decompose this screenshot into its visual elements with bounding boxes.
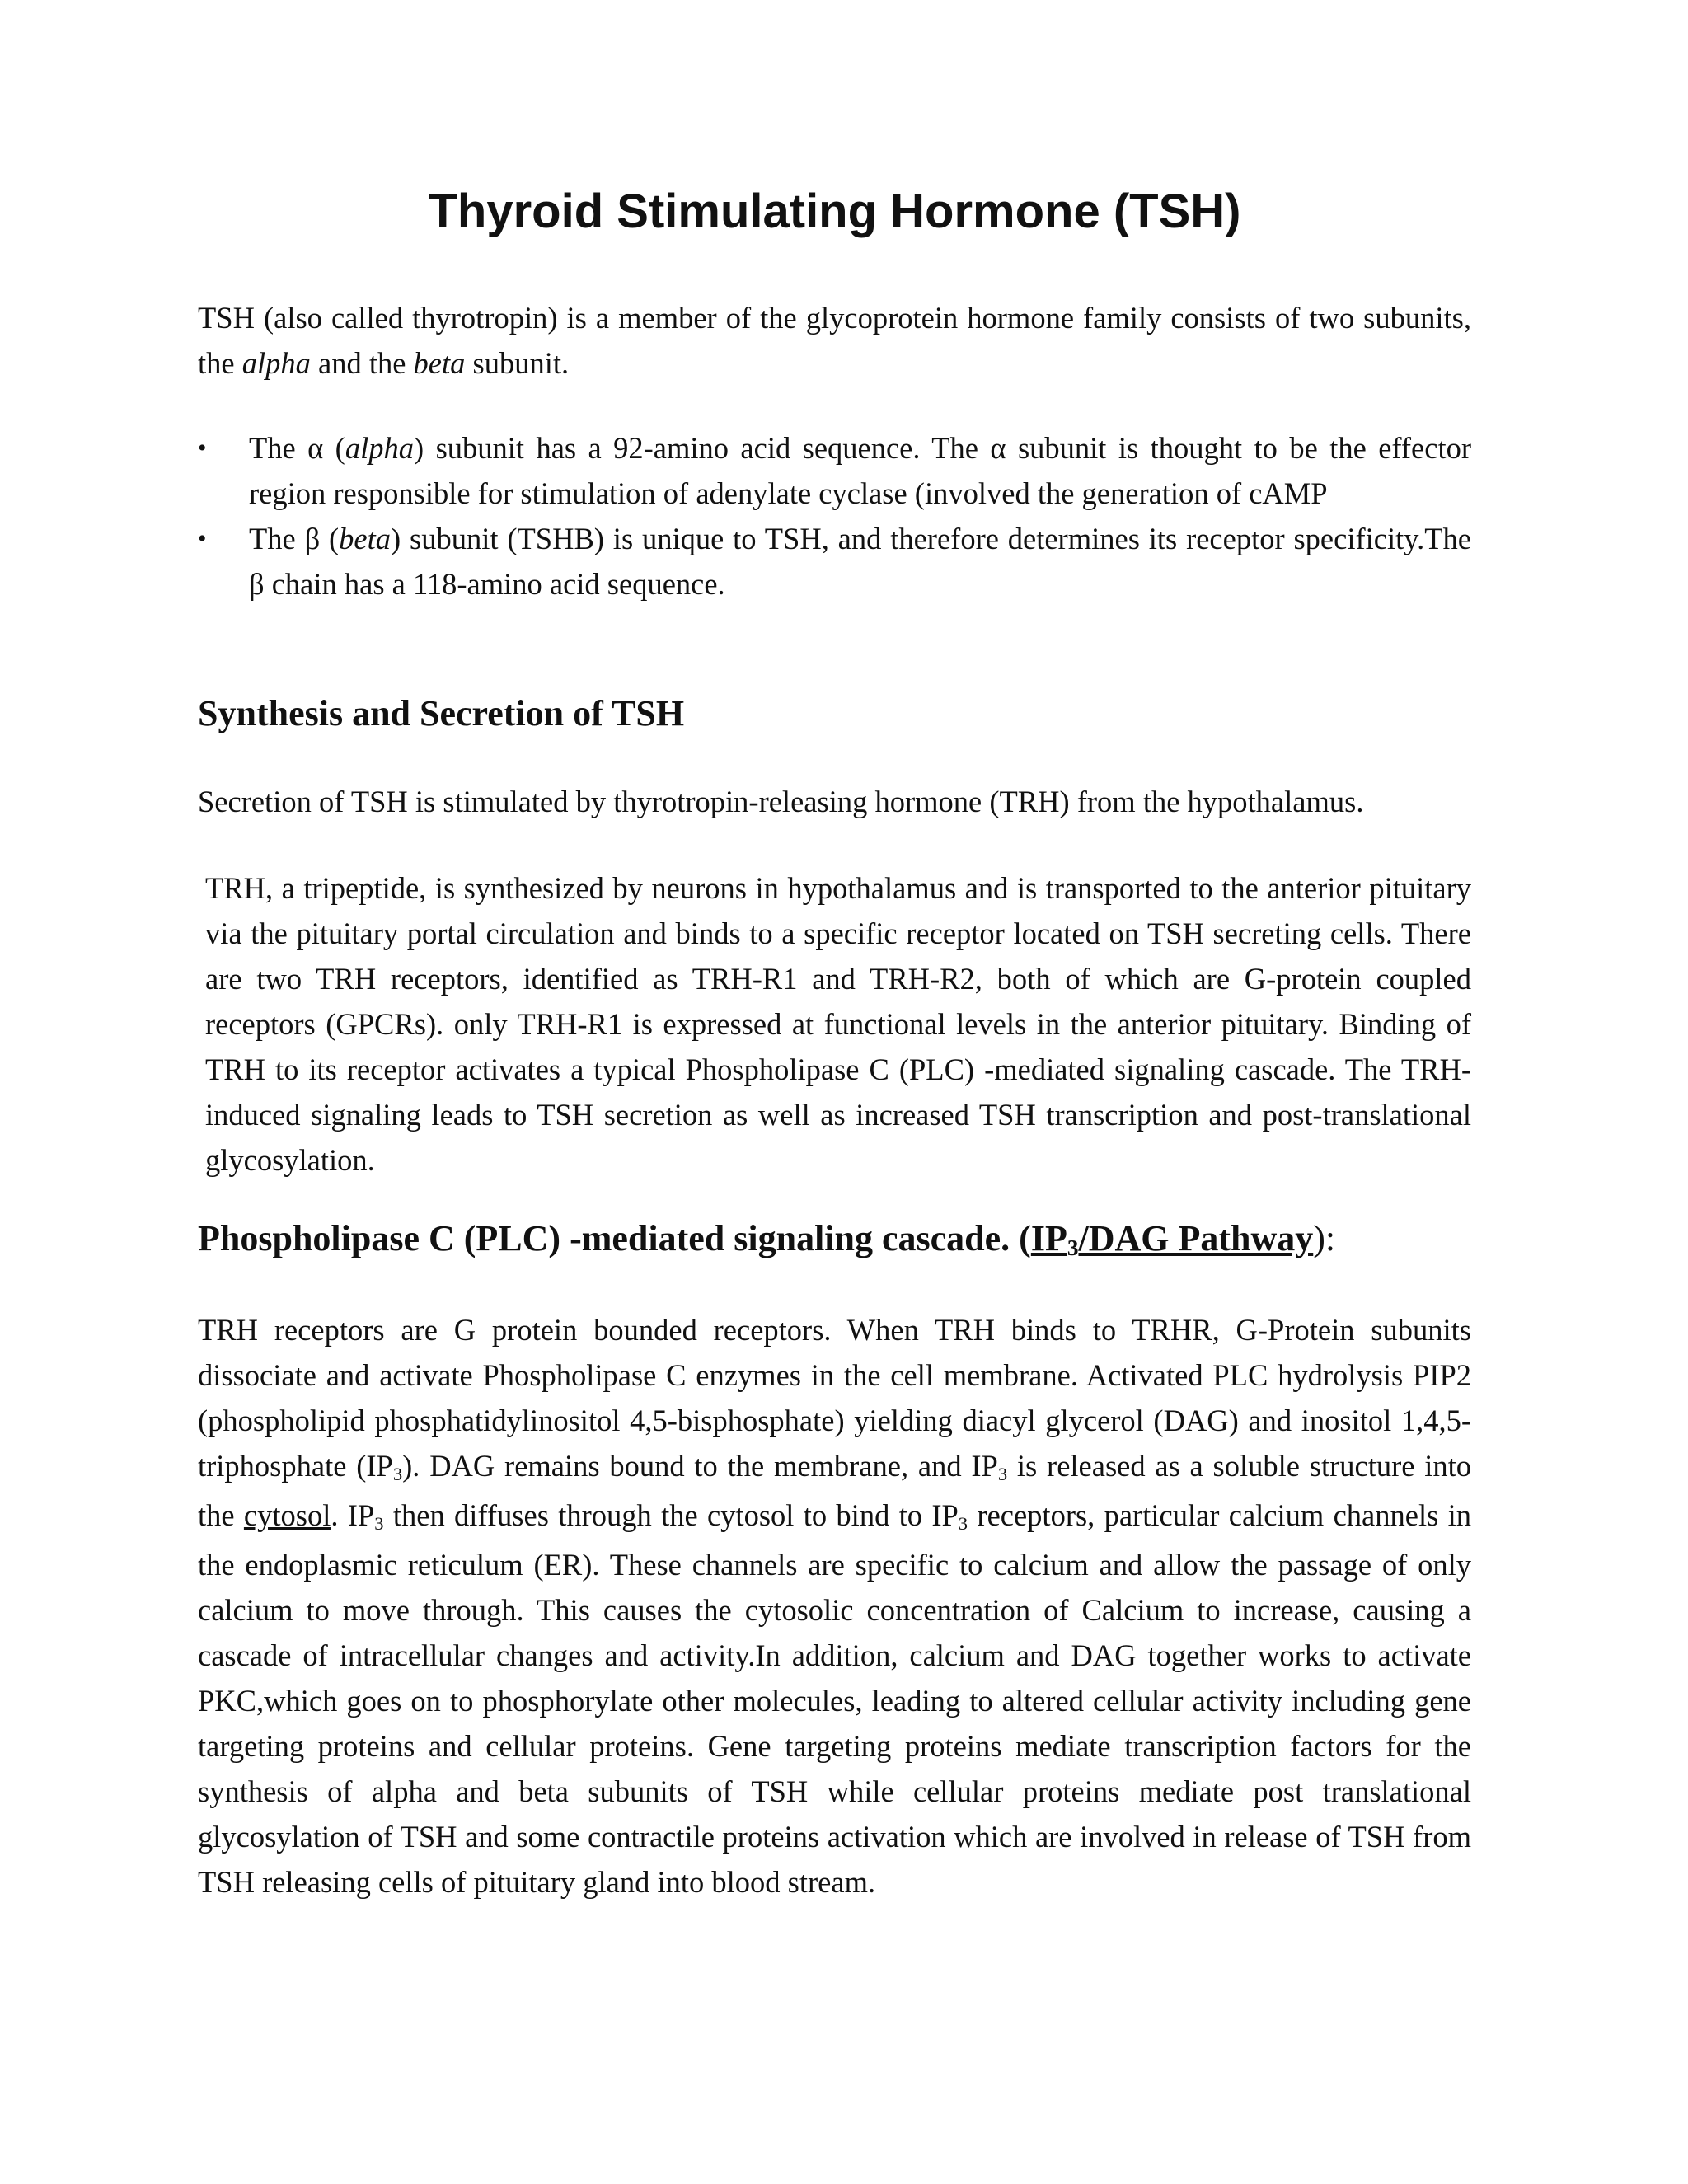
intro-beta-term: beta <box>413 346 466 380</box>
ip-subscript: 3 <box>1067 1235 1079 1260</box>
page-title: Thyroid Stimulating Hormone (TSH) <box>428 185 1241 238</box>
synthesis-paragraph-2: TRH, a tripeptide, is synthesized by neurons in hypothalamus and is transported to the anterior pituitary via the pituitary portal circulation and binds to a specific receptor located on TSH secreting cells. There are two TRH receptors, identified as TRH-R1 and TRH-R2, both of which are G-protein coupled receptors (GPCRs). only TRH-R1 is expressed at functional levels in the anterior pituitary. Binding of TRH to its receptor activates a typical Phospholipase C (PLC) -mediated signaling cascade. The TRH-induced signaling leads to TSH secretion as well as increased TSH transcription and post-translational glycosylation. <box>205 871 1471 1177</box>
bullet-beta-text-1: The β ( <box>249 522 340 555</box>
plc-text-1: TRH receptors are G protein bounded receptors. When TRH binds to TRHR, G-Protein subunits dissociate and activate Phospholipase C enzymes in the cell membrane. Activated PLC hydrolysis PIP2 (phospholipid phosphatidylinositol 4,5-bisphosphate) yielding diacyl glycerol (DAG) and inositol 1,4,5-triphosphate (IP <box>198 1313 1471 1483</box>
document-page <box>198 0 1471 2184</box>
plc-heading-tail: ): <box>1313 1218 1336 1258</box>
subunit-bullet-list <box>198 425 1471 607</box>
ip-text: IP <box>1030 1218 1067 1258</box>
plc-text-3: is released as a soluble structure into the <box>198 1449 1472 1532</box>
bullet-alpha-term: alpha <box>345 431 414 465</box>
bullet-alpha-text-1: The α ( <box>249 431 345 465</box>
plc-text-4: . IP <box>331 1498 375 1532</box>
dag-pathway-text: /DAG Pathway <box>1078 1218 1314 1258</box>
plc-text-6: receptors, particular calcium channels in the endoplasmic reticulum (ER). These channels are specific to calcium and allow the passage of only calcium to move through. This causes the cytosolic concentration of Calcium to increase, causing a cascade of intracellular changes and activity.In addition, calcium and DAG together works to activate PKC,which goes on to phosphorylate other molecules, leading to altered cellular activity including gene targeting proteins and cellular proteins. Gene targeting proteins mediate transcription factors for the synthesis of alpha and beta subunits of TSH while cellular proteins mediate post translational glycosylation of TSH and some contractile proteins activation which are involved in release of TSH from TSH releasing cells of pituitary gland into blood stream. <box>198 1498 1471 1899</box>
ip3-subscript: 3 <box>958 1512 968 1534</box>
bullet-marker: • <box>198 434 207 462</box>
plc-heading-text: Phospholipase C (PLC) -mediated signaling cascade. ( <box>198 1218 1031 1258</box>
intro-alpha-term: alpha <box>241 346 311 380</box>
bullet-marker: • <box>198 525 207 552</box>
ip3-dag-pathway-link[interactable] <box>1031 1218 1313 1258</box>
intro-text-2: and the <box>310 346 414 380</box>
bullet-alpha-text-2: ) subunit has a 92-amino acid sequence. The α subunit is thought to be the effector region responsible for stimulation of adenylate cyclase (involved the generation of cAMP <box>249 431 1471 510</box>
synthesis-paragraph-1: Secretion of TSH is stimulated by thyrotropin-releasing hormone (TRH) from the hypothalamus. <box>198 785 1364 818</box>
intro-text-3: subunit. <box>465 346 570 380</box>
cytosol-link[interactable]: cytosol <box>243 1498 331 1532</box>
bullet-item-beta <box>198 516 1471 607</box>
plc-heading <box>198 1217 1471 1261</box>
intro-paragraph <box>198 295 1471 386</box>
intro-text-1: TSH (also called thyrotropin) is a member of the glycoprotein hormone family consists of two subunits, the <box>198 301 1471 380</box>
plc-text-2: ). DAG remains bound to the membrane, and IP <box>402 1449 998 1483</box>
synthesis-heading: Synthesis and Secretion of TSH <box>198 693 685 733</box>
bullet-item-alpha <box>198 425 1471 516</box>
plc-paragraph <box>198 1307 1471 1905</box>
plc-text-5: then diffuses through the cytosol to bind to IP <box>383 1498 959 1532</box>
bullet-beta-term: beta <box>339 522 392 555</box>
ip3-subscript: 3 <box>997 1463 1008 1484</box>
ip3-subscript: 3 <box>392 1463 403 1484</box>
bullet-beta-text-2: ) subunit (TSHB) is unique to TSH, and therefore determines its receptor specificity.The β chain has a 118-amino acid sequence. <box>249 522 1471 601</box>
ip3-subscript: 3 <box>374 1512 384 1534</box>
